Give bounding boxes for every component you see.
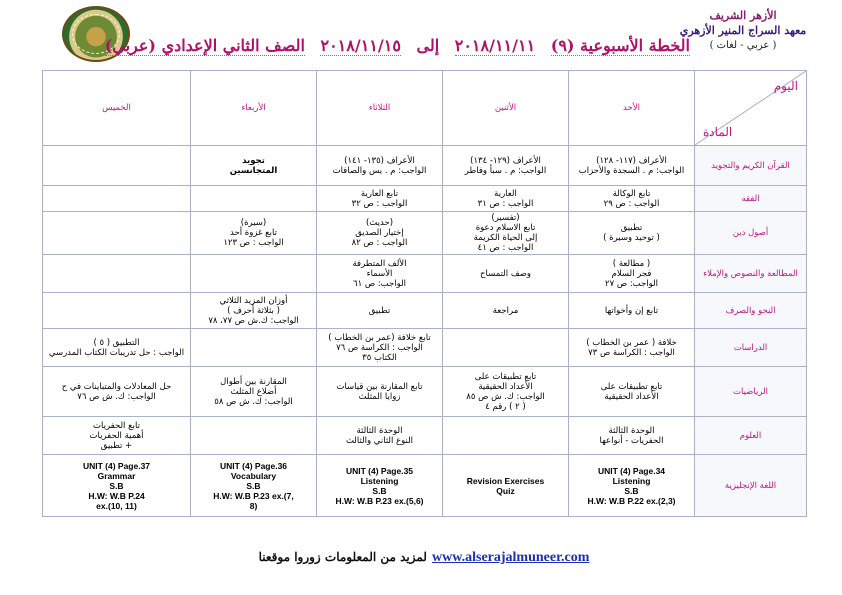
plan-cell: تطبيق ( توحيد وسيرة )	[569, 212, 695, 255]
plan-cell	[191, 186, 317, 212]
plan-cell: التطبيق ( ٥ ) الواجب : حل تدريبات الكتاب المدرسي	[43, 329, 191, 367]
subject-row	[43, 455, 807, 517]
subject-label: العلوم	[695, 417, 807, 455]
plan-cell	[443, 417, 569, 455]
day-header: الخميس	[43, 71, 191, 146]
plan-cell	[191, 329, 317, 367]
plan-cell: تابع المقارنة بين قياسات زوايا المثلث	[317, 367, 443, 417]
plan-cell: الألف المتطرفة الأسماء الواجب: ص ٦١	[317, 255, 443, 293]
plan-cell	[43, 186, 191, 212]
subject-row	[43, 329, 807, 367]
day-header: الثلاثاء	[317, 71, 443, 146]
subject-row	[43, 417, 807, 455]
subject-row	[43, 367, 807, 417]
day-header: الأربعاء	[191, 71, 317, 146]
plan-cell: الوحدة الثالثة الحفريات - أنواعها	[569, 417, 695, 455]
plan-cell: تابع الحفريات أهمية الحفريات + تطبيق	[43, 417, 191, 455]
subject-label: الرياضيات	[695, 367, 807, 417]
plan-cell	[443, 329, 569, 367]
subject-row	[43, 146, 807, 186]
institute-line-3: ( عربي - لغات )	[709, 40, 777, 51]
institute-line-1: الأزهر الشريف	[709, 9, 777, 22]
plan-cell: مراجعة	[443, 293, 569, 329]
plan-cell	[191, 255, 317, 293]
footer-text: لمزيد من المعلومات زوروا موقعنا	[258, 550, 427, 564]
subject-label: أصول دين	[695, 212, 807, 255]
subject-label: المطالعة والنصوص والإملاء	[695, 255, 807, 293]
plan-cell: (تفسير) تابع الاسلام دعوة إلى الحياة الكريمة الواجب : ص ٤١	[443, 212, 569, 255]
plan-cell: خلافة ( عمر بن الخطاب ) الواجب : الكراسة ص ٧٣	[569, 329, 695, 367]
day-header: الأثنين	[443, 71, 569, 146]
plan-cell: (حديث) إختيار الصديق الواجب : ص ٨٢	[317, 212, 443, 255]
website-link[interactable]: www.alserajalmuneer.com	[432, 550, 590, 565]
weekly-plan-table	[42, 70, 807, 517]
plan-cell: حل المعادلات والمتباينات في ح الواجب: ك. ش ص ٧٦	[43, 367, 191, 417]
plan-cell: تجويد المتجانسين	[191, 146, 317, 186]
footer	[0, 546, 842, 566]
plan-cell: UNIT (4) Page.34 Listening S.B H.W: W.B P.22 ex.(2,3)	[569, 455, 695, 517]
plan-cell: الأعراف (١٢٩- ١٣٤) الواجب: م . سبأ وفاطر	[443, 146, 569, 186]
subject-row	[43, 212, 807, 255]
plan-cell: الأعراف (١٣٥- ١٤١) الواجب: م . يس والصافات	[317, 146, 443, 186]
plan-cell: UNIT (4) Page.36 Vocabulary S.B H.W: W.B P.23 ex.(7, 8)	[191, 455, 317, 517]
plan-cell: الوحدة الثالثة النوع الثاني والثالث	[317, 417, 443, 455]
subject-row	[43, 293, 807, 329]
plan-cell: تابع الوكالة الواجب : ص ٢٩	[569, 186, 695, 212]
plan-cell	[43, 293, 191, 329]
plan-cell	[43, 255, 191, 293]
plan-cell	[43, 212, 191, 255]
plan-cell: تابع تطبيقات على الأعداد الحقيقية الواجب: ك. ش ص ٨٥ ( ٢ ) رقم ٤	[443, 367, 569, 417]
subject-label: الفقه	[695, 186, 807, 212]
title-plan: الخطة الأسبوعية (٩)	[550, 36, 690, 55]
plan-cell	[43, 146, 191, 186]
page-title	[104, 36, 690, 55]
subject-label: القرآن الكريم والتجويد	[695, 146, 807, 186]
subject-row	[43, 186, 807, 212]
plan-cell: الأعراف (١١٧- ١٢٨) الواجب: م . السجدة والأحزاب	[569, 146, 695, 186]
subject-row	[43, 255, 807, 293]
plan-cell: ( مطالعة ) فجر السلام الواجب: ص ٢٧	[569, 255, 695, 293]
plan-cell: أوزان المزيد الثلاثي ( بثلاثة أحرف ) الواجب: ك.ش ص ٧٧، ٧٨	[191, 293, 317, 329]
plan-cell: تطبيق	[317, 293, 443, 329]
plan-cell: (سيرة) تابع غزوة أحد الواجب : ص ١٢٣	[191, 212, 317, 255]
plan-cell: UNIT (4) Page.35 Listening S.B H.W: W.B P.23 ex.(5,6)	[317, 455, 443, 517]
plan-cell: تابع خلافة (عمر بن الخطاب ) الواجب : الكراسة ص ٧٦ الكتاب ٣٥	[317, 329, 443, 367]
plan-cell: تابع إن وأخواتها	[569, 293, 695, 329]
subject-label: النحو والصرف	[695, 293, 807, 329]
corner-day-label: اليوم	[773, 79, 798, 93]
title-to: إلى	[416, 36, 440, 55]
subject-label: اللغة الإنجليزية	[695, 455, 807, 517]
corner-cell	[695, 71, 807, 146]
institute-line-2: معهد السراج المنير الأزهري	[679, 24, 807, 37]
plan-cell: تابع تطبيقات على الأعداد الحقيقية	[569, 367, 695, 417]
plan-cell: Revision Exercises Quiz	[443, 455, 569, 517]
subject-label: الدراسات	[695, 329, 807, 367]
plan-cell: المقارنة بين أطوال أضلاع المثلث الواجب: ك. ش ص ٥٨	[191, 367, 317, 417]
plan-cell: تابع العارية الواجب : ص ٣٢	[317, 186, 443, 212]
corner-subject-label: المادة	[703, 125, 733, 139]
plan-cell	[191, 417, 317, 455]
plan-cell: وصف التمساح	[443, 255, 569, 293]
title-grade: الصف الثاني الإعدادي (عربي)	[104, 36, 305, 55]
title-date-to: ٢٠١٨/١١/١٥	[320, 36, 401, 55]
header-row	[43, 71, 807, 146]
plan-cell: العارية الواجب : ص ٣١	[443, 186, 569, 212]
plan-cell: UNIT (4) Page.37 Grammar S.B H.W: W.B P.24 ex.(10, 11)	[43, 455, 191, 517]
title-date-from: ٢٠١٨/١١/١١	[454, 36, 536, 55]
day-header: الأحد	[569, 71, 695, 146]
